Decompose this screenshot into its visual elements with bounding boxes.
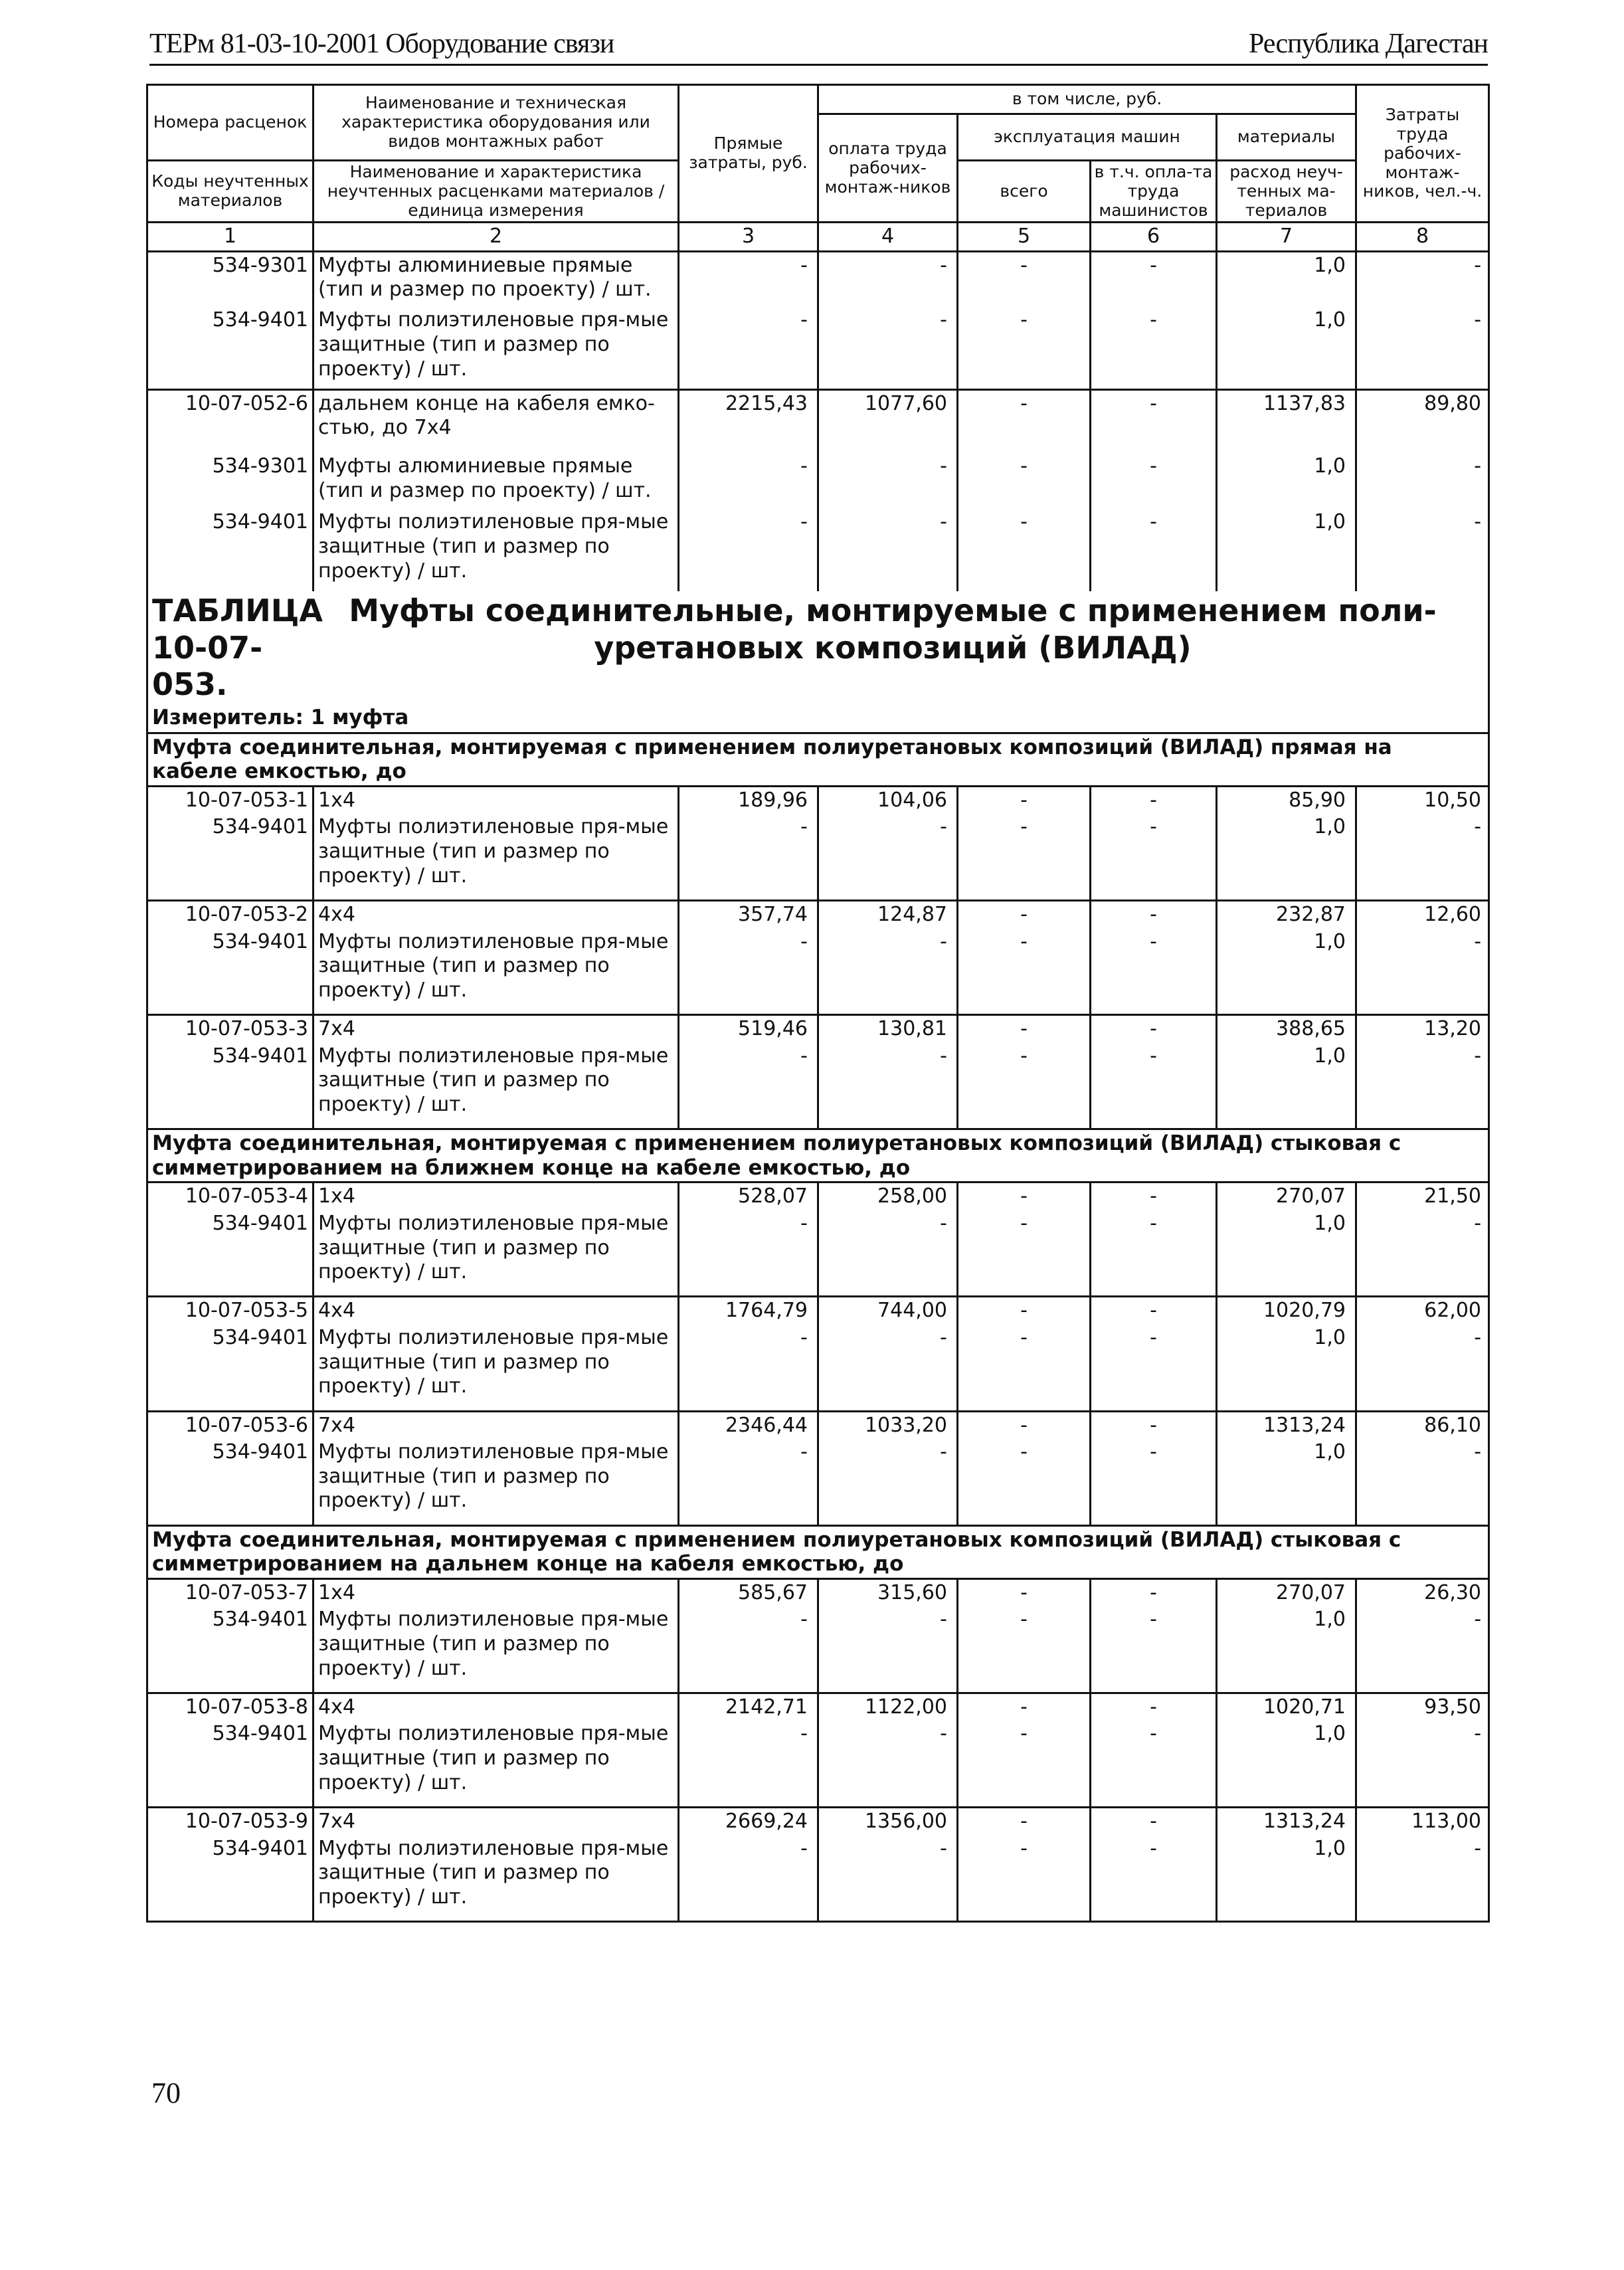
materials-value: 1,0 bbox=[1217, 1210, 1356, 1297]
materials-value: 1020,71 bbox=[1217, 1693, 1356, 1721]
material-row bbox=[147, 1043, 1489, 1129]
col-worker-pay-header: оплата труда рабочих-монтаж-ников bbox=[818, 114, 958, 223]
table-row bbox=[147, 1807, 1489, 1835]
machines-total-value: - bbox=[958, 814, 1091, 900]
direct-costs-value: - bbox=[679, 1439, 818, 1525]
table-row bbox=[147, 1297, 1489, 1325]
col-group-header: в том числе, руб. bbox=[818, 85, 1356, 114]
work-name: 1х4 bbox=[314, 1578, 679, 1606]
header-rule bbox=[149, 64, 1488, 66]
table-header bbox=[147, 85, 1489, 252]
table-row bbox=[147, 786, 1489, 814]
table-row bbox=[147, 1578, 1489, 1606]
direct-costs-value: - bbox=[679, 1325, 818, 1411]
direct-costs-value: - bbox=[679, 453, 818, 509]
direct-costs-value: 2669,24 bbox=[679, 1807, 818, 1835]
materials-value: 1313,24 bbox=[1217, 1807, 1356, 1835]
column-number: 7 bbox=[1217, 223, 1356, 252]
rate-code: 10-07-053-5 bbox=[147, 1297, 314, 1325]
col-material-codes-header: Коды неучтенных материалов bbox=[147, 161, 314, 223]
machines-total-value: - bbox=[958, 1325, 1091, 1411]
work-name: 4х4 bbox=[314, 1693, 679, 1721]
column-number: 5 bbox=[958, 223, 1091, 252]
machines-total-value: - bbox=[958, 1721, 1091, 1807]
col-work-name-header: Наименование и техническая характеристика оборудования или видов монтажных работ bbox=[314, 85, 679, 161]
machinist-pay-value: - bbox=[1091, 786, 1217, 814]
machines-total-value: - bbox=[958, 1297, 1091, 1325]
worker-pay-value: 315,60 bbox=[818, 1578, 958, 1606]
material-row bbox=[147, 1721, 1489, 1807]
table-title-number: ТАБЛИЦА 10-07-053. bbox=[152, 593, 323, 702]
column-number: 3 bbox=[679, 223, 818, 252]
worker-pay-value: 744,00 bbox=[818, 1297, 958, 1325]
labor-costs-value: - bbox=[1356, 509, 1489, 591]
col-machinist-pay-header: в т.ч. опла-та труда машинистов bbox=[1091, 161, 1217, 223]
rate-code: 10-07-053-1 bbox=[147, 786, 314, 814]
col-machines-header: эксплуатация машин bbox=[958, 114, 1217, 161]
machines-total-value: - bbox=[958, 900, 1091, 928]
column-number: 2 bbox=[314, 223, 679, 252]
direct-costs-value: - bbox=[679, 1721, 818, 1807]
work-name: Муфты полиэтиленовые пря-мые защитные (тип и размер по проекту) / шт. bbox=[314, 1606, 679, 1693]
col-labor-costs-header: Затраты труда рабочих-монтаж-ников, чел.-ч. bbox=[1356, 85, 1489, 223]
worker-pay-value: - bbox=[818, 307, 958, 389]
rate-code: 534-9401 bbox=[147, 1210, 314, 1297]
materials-value: 1020,79 bbox=[1217, 1297, 1356, 1325]
machines-total-value: - bbox=[958, 453, 1091, 509]
worker-pay-value: - bbox=[818, 1043, 958, 1129]
labor-costs-value: - bbox=[1356, 307, 1489, 389]
worker-pay-value: 1122,00 bbox=[818, 1693, 958, 1721]
rate-code: 534-9301 bbox=[147, 251, 314, 307]
labor-costs-value: - bbox=[1356, 251, 1489, 307]
direct-costs-value: - bbox=[679, 1210, 818, 1297]
rate-code: 10-07-052-6 bbox=[147, 389, 314, 453]
machinist-pay-value: - bbox=[1091, 1325, 1217, 1411]
machines-total-value: - bbox=[958, 929, 1091, 1015]
materials-value: 1,0 bbox=[1217, 929, 1356, 1015]
machines-total-value: - bbox=[958, 1210, 1091, 1297]
table-row bbox=[147, 251, 1489, 307]
worker-pay-value: - bbox=[818, 1836, 958, 1922]
labor-costs-value: 13,20 bbox=[1356, 1015, 1489, 1043]
machines-total-value: - bbox=[958, 1578, 1091, 1606]
direct-costs-value: - bbox=[679, 814, 818, 900]
labor-costs-value: - bbox=[1356, 1721, 1489, 1807]
table-row bbox=[147, 1182, 1489, 1210]
group-heading-row bbox=[147, 1129, 1489, 1182]
material-row bbox=[147, 1210, 1489, 1297]
machinist-pay-value: - bbox=[1091, 389, 1217, 453]
machinist-pay-value: - bbox=[1091, 1015, 1217, 1043]
material-row bbox=[147, 1325, 1489, 1411]
work-name: Муфты полиэтиленовые пря-мые защитные (тип и размер по проекту) / шт. bbox=[314, 1325, 679, 1411]
col-rate-numbers-header: Номера расценок bbox=[147, 85, 314, 161]
page-number: 70 bbox=[151, 2077, 181, 2109]
work-name: Муфты полиэтиленовые пря-мые защитные (тип и размер по проекту) / шт. bbox=[314, 509, 679, 591]
material-row bbox=[147, 814, 1489, 900]
direct-costs-value: - bbox=[679, 1606, 818, 1693]
materials-value: 1,0 bbox=[1217, 453, 1356, 509]
rate-code: 534-9401 bbox=[147, 1721, 314, 1807]
labor-costs-value: 12,60 bbox=[1356, 900, 1489, 928]
table-row bbox=[147, 509, 1489, 591]
direct-costs-value: - bbox=[679, 307, 818, 389]
machines-total-value: - bbox=[958, 786, 1091, 814]
material-row bbox=[147, 1606, 1489, 1693]
materials-value: 232,87 bbox=[1217, 900, 1356, 928]
group-heading: Муфта соединительная, монтируемая с применением полиуретановых композиций (ВИЛАД) стыковая с симметрированием на ближнем конце на кабеле емкостью, до bbox=[147, 1129, 1489, 1182]
materials-value: 1,0 bbox=[1217, 1325, 1356, 1411]
rate-code: 534-9401 bbox=[147, 307, 314, 389]
labor-costs-value: - bbox=[1356, 1210, 1489, 1297]
machinist-pay-value: - bbox=[1091, 814, 1217, 900]
rate-code: 534-9401 bbox=[147, 929, 314, 1015]
work-name: дальнем конце на кабеля емко-стью, до 7х4 bbox=[314, 389, 679, 453]
direct-costs-value: - bbox=[679, 1043, 818, 1129]
running-header-title: ТЕРм 81-03-10-2001 Оборудование связи bbox=[149, 29, 614, 59]
machines-total-value: - bbox=[958, 1807, 1091, 1835]
machines-total-value: - bbox=[958, 1411, 1091, 1439]
machinist-pay-value: - bbox=[1091, 1721, 1217, 1807]
direct-costs-value: 189,96 bbox=[679, 786, 818, 814]
machines-total-value: - bbox=[958, 1043, 1091, 1129]
table-053-heading bbox=[147, 591, 1489, 733]
work-name: 4х4 bbox=[314, 900, 679, 928]
worker-pay-value: 1077,60 bbox=[818, 389, 958, 453]
machinist-pay-value: - bbox=[1091, 900, 1217, 928]
materials-value: 1,0 bbox=[1217, 307, 1356, 389]
labor-costs-value: - bbox=[1356, 929, 1489, 1015]
group-heading: Муфта соединительная, монтируемая с применением полиуретановых композиций (ВИЛАД) стыковая с симметрированием на дальнем конце на кабеля емкостью, до bbox=[147, 1525, 1489, 1578]
worker-pay-value: - bbox=[818, 1325, 958, 1411]
labor-costs-value: - bbox=[1356, 814, 1489, 900]
col-direct-costs-header: Прямые затраты, руб. bbox=[679, 85, 818, 223]
machinist-pay-value: - bbox=[1091, 1836, 1217, 1922]
column-number: 4 bbox=[818, 223, 958, 252]
machines-total-value: - bbox=[958, 1606, 1091, 1693]
rate-code: 10-07-053-4 bbox=[147, 1182, 314, 1210]
machinist-pay-value: - bbox=[1091, 1693, 1217, 1721]
machines-total-value: - bbox=[958, 1836, 1091, 1922]
material-row bbox=[147, 929, 1489, 1015]
materials-value: 85,90 bbox=[1217, 786, 1356, 814]
materials-value: 1,0 bbox=[1217, 1721, 1356, 1807]
machinist-pay-value: - bbox=[1091, 1439, 1217, 1525]
group-heading-row bbox=[147, 733, 1489, 786]
rate-code: 534-9401 bbox=[147, 814, 314, 900]
rate-code: 10-07-053-2 bbox=[147, 900, 314, 928]
col-materials-header: материалы bbox=[1217, 114, 1356, 161]
table-title-text: Муфты соединительные, монтируемые с применением поли-уретановых композиций (ВИЛАД) bbox=[349, 593, 1437, 666]
machines-total-value: - bbox=[958, 307, 1091, 389]
column-number: 6 bbox=[1091, 223, 1217, 252]
group-heading-row bbox=[147, 1525, 1489, 1578]
rate-code: 534-9401 bbox=[147, 1439, 314, 1525]
labor-costs-value: 26,30 bbox=[1356, 1578, 1489, 1606]
materials-value: 270,07 bbox=[1217, 1182, 1356, 1210]
measure-unit: Измеритель: 1 муфта bbox=[147, 704, 1489, 733]
column-number: 1 bbox=[147, 223, 314, 252]
materials-value: 388,65 bbox=[1217, 1015, 1356, 1043]
machinist-pay-value: - bbox=[1091, 1411, 1217, 1439]
continued-rows bbox=[147, 251, 1489, 591]
work-name: Муфты полиэтиленовые пря-мые защитные (тип и размер по проекту) / шт. bbox=[314, 307, 679, 389]
worker-pay-value: 1356,00 bbox=[818, 1807, 958, 1835]
material-row bbox=[147, 1836, 1489, 1922]
work-name: 7х4 bbox=[314, 1411, 679, 1439]
material-row bbox=[147, 1439, 1489, 1525]
direct-costs-value: 357,74 bbox=[679, 900, 818, 928]
labor-costs-value: - bbox=[1356, 1439, 1489, 1525]
worker-pay-value: 104,06 bbox=[818, 786, 958, 814]
materials-value: 1,0 bbox=[1217, 1836, 1356, 1922]
work-name: Муфты полиэтиленовые пря-мые защитные (тип и размер по проекту) / шт. bbox=[314, 1210, 679, 1297]
direct-costs-value: 585,67 bbox=[679, 1578, 818, 1606]
work-name: Муфты полиэтиленовые пря-мые защитные (тип и размер по проекту) / шт. bbox=[314, 814, 679, 900]
machines-total-value: - bbox=[958, 1015, 1091, 1043]
column-number: 8 bbox=[1356, 223, 1489, 252]
materials-value: 1,0 bbox=[1217, 1439, 1356, 1525]
work-name: Муфты полиэтиленовые пря-мые защитные (тип и размер по проекту) / шт. bbox=[314, 1439, 679, 1525]
worker-pay-value: - bbox=[818, 251, 958, 307]
labor-costs-value: 21,50 bbox=[1356, 1182, 1489, 1210]
table-row bbox=[147, 389, 1489, 453]
rates-table bbox=[146, 84, 1490, 1923]
work-name: Муфты полиэтиленовые пря-мые защитные (тип и размер по проекту) / шт. bbox=[314, 1043, 679, 1129]
machinist-pay-value: - bbox=[1091, 1606, 1217, 1693]
machines-total-value: - bbox=[958, 1182, 1091, 1210]
worker-pay-value: 258,00 bbox=[818, 1182, 958, 1210]
worker-pay-value: 124,87 bbox=[818, 900, 958, 928]
table-title bbox=[147, 591, 1489, 704]
worker-pay-value: - bbox=[818, 814, 958, 900]
machinist-pay-value: - bbox=[1091, 929, 1217, 1015]
materials-value: 1313,24 bbox=[1217, 1411, 1356, 1439]
rate-code: 10-07-053-3 bbox=[147, 1015, 314, 1043]
materials-value: 1137,83 bbox=[1217, 389, 1356, 453]
worker-pay-value: 130,81 bbox=[818, 1015, 958, 1043]
machinist-pay-value: - bbox=[1091, 1578, 1217, 1606]
labor-costs-value: - bbox=[1356, 1325, 1489, 1411]
labor-costs-value: - bbox=[1356, 1836, 1489, 1922]
rate-code: 10-07-053-9 bbox=[147, 1807, 314, 1835]
rate-code: 534-9401 bbox=[147, 1606, 314, 1693]
labor-costs-value: 10,50 bbox=[1356, 786, 1489, 814]
labor-costs-value: 86,10 bbox=[1356, 1411, 1489, 1439]
labor-costs-value: - bbox=[1356, 453, 1489, 509]
machines-total-value: - bbox=[958, 1439, 1091, 1525]
work-name: Муфты алюминиевые прямые (тип и размер по проекту) / шт. bbox=[314, 251, 679, 307]
materials-value: 1,0 bbox=[1217, 814, 1356, 900]
materials-value: 1,0 bbox=[1217, 1043, 1356, 1129]
labor-costs-value: 113,00 bbox=[1356, 1807, 1489, 1835]
table-row bbox=[147, 307, 1489, 389]
worker-pay-value: 1033,20 bbox=[818, 1411, 958, 1439]
labor-costs-value: 93,50 bbox=[1356, 1693, 1489, 1721]
machinist-pay-value: - bbox=[1091, 1210, 1217, 1297]
rate-code: 534-9401 bbox=[147, 509, 314, 591]
direct-costs-value: - bbox=[679, 929, 818, 1015]
rate-code: 10-07-053-7 bbox=[147, 1578, 314, 1606]
table-row bbox=[147, 1693, 1489, 1721]
machinist-pay-value: - bbox=[1091, 509, 1217, 591]
machinist-pay-value: - bbox=[1091, 1297, 1217, 1325]
machines-total-value: - bbox=[958, 389, 1091, 453]
direct-costs-value: 2215,43 bbox=[679, 389, 818, 453]
running-header-region: Республика Дагестан bbox=[1248, 29, 1488, 59]
table-row bbox=[147, 453, 1489, 509]
worker-pay-value: - bbox=[818, 929, 958, 1015]
labor-costs-value: 89,80 bbox=[1356, 389, 1489, 453]
labor-costs-value: - bbox=[1356, 1606, 1489, 1693]
machinist-pay-value: - bbox=[1091, 1043, 1217, 1129]
machinist-pay-value: - bbox=[1091, 1182, 1217, 1210]
work-name: 7х4 bbox=[314, 1015, 679, 1043]
rate-code: 10-07-053-6 bbox=[147, 1411, 314, 1439]
work-name: 7х4 bbox=[314, 1807, 679, 1835]
worker-pay-value: - bbox=[818, 509, 958, 591]
col-machines-total-header: всего bbox=[958, 161, 1091, 223]
worker-pay-value: - bbox=[818, 1721, 958, 1807]
worker-pay-value: - bbox=[818, 453, 958, 509]
direct-costs-value: 519,46 bbox=[679, 1015, 818, 1043]
col-material-consumption-header: расход неуч-тенных ма-териалов bbox=[1217, 161, 1356, 223]
work-name: 1х4 bbox=[314, 786, 679, 814]
worker-pay-value: - bbox=[818, 1439, 958, 1525]
direct-costs-value: 2346,44 bbox=[679, 1411, 818, 1439]
rate-code: 534-9401 bbox=[147, 1043, 314, 1129]
labor-costs-value: 62,00 bbox=[1356, 1297, 1489, 1325]
machines-total-value: - bbox=[958, 251, 1091, 307]
materials-value: 270,07 bbox=[1217, 1578, 1356, 1606]
machinist-pay-value: - bbox=[1091, 251, 1217, 307]
table-053-rows bbox=[147, 733, 1489, 1921]
col-material-name-header: Наименование и характеристика неучтенных расценками материалов / единица измерения bbox=[314, 161, 679, 223]
table-row bbox=[147, 1411, 1489, 1439]
direct-costs-value: 528,07 bbox=[679, 1182, 818, 1210]
labor-costs-value: - bbox=[1356, 1043, 1489, 1129]
rate-code: 534-9301 bbox=[147, 453, 314, 509]
direct-costs-value: - bbox=[679, 509, 818, 591]
direct-costs-value: - bbox=[679, 1836, 818, 1922]
materials-value: 1,0 bbox=[1217, 1606, 1356, 1693]
table-row bbox=[147, 900, 1489, 928]
rate-code: 534-9401 bbox=[147, 1836, 314, 1922]
rate-code: 534-9401 bbox=[147, 1325, 314, 1411]
worker-pay-value: - bbox=[818, 1606, 958, 1693]
direct-costs-value: 1764,79 bbox=[679, 1297, 818, 1325]
machinist-pay-value: - bbox=[1091, 453, 1217, 509]
direct-costs-value: 2142,71 bbox=[679, 1693, 818, 1721]
machinist-pay-value: - bbox=[1091, 307, 1217, 389]
machinist-pay-value: - bbox=[1091, 1807, 1217, 1835]
worker-pay-value: - bbox=[818, 1210, 958, 1297]
materials-value: 1,0 bbox=[1217, 251, 1356, 307]
table-row bbox=[147, 1015, 1489, 1043]
work-name: 1х4 bbox=[314, 1182, 679, 1210]
direct-costs-value: - bbox=[679, 251, 818, 307]
column-numbers-row bbox=[147, 223, 1489, 252]
rate-code: 10-07-053-8 bbox=[147, 1693, 314, 1721]
materials-value: 1,0 bbox=[1217, 509, 1356, 591]
machines-total-value: - bbox=[958, 1693, 1091, 1721]
group-heading: Муфта соединительная, монтируемая с применением полиуретановых композиций (ВИЛАД) прямая на кабеле емкостью, до bbox=[147, 733, 1489, 786]
work-name: Муфты алюминиевые прямые (тип и размер по проекту) / шт. bbox=[314, 453, 679, 509]
work-name: Муфты полиэтиленовые пря-мые защитные (тип и размер по проекту) / шт. bbox=[314, 1836, 679, 1922]
work-name: Муфты полиэтиленовые пря-мые защитные (тип и размер по проекту) / шт. bbox=[314, 1721, 679, 1807]
work-name: 4х4 bbox=[314, 1297, 679, 1325]
work-name: Муфты полиэтиленовые пря-мые защитные (тип и размер по проекту) / шт. bbox=[314, 929, 679, 1015]
machines-total-value: - bbox=[958, 509, 1091, 591]
